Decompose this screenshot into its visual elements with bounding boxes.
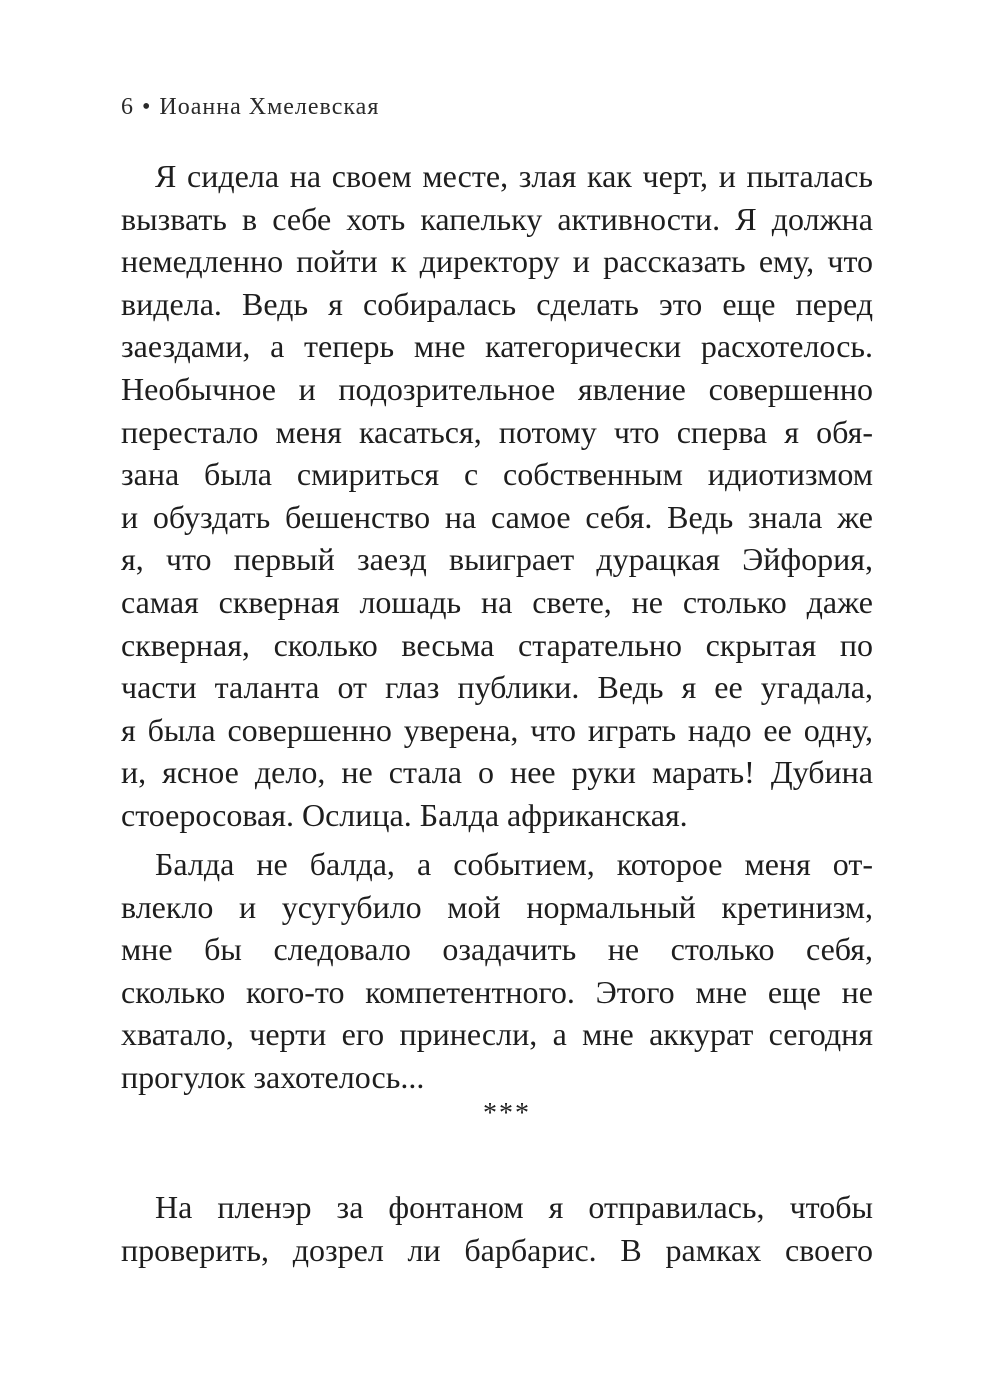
- text-line: и обуздать бешенство на самое себя. Ведь знала же: [121, 498, 873, 535]
- text-line: Необычное и подозрительное явление совершенно: [121, 370, 873, 407]
- text-line: Балда не балда, а событием, которое меня от-: [155, 846, 873, 882]
- section-break: ***: [483, 1098, 531, 1129]
- text-line: я, что первый заезд выиграет дурацкая Эйфория,: [121, 541, 873, 578]
- paragraph-3: [121, 1186, 873, 1271]
- text-line: заездами, а теперь мне категорически расхотелось.: [121, 328, 873, 365]
- text-line: части таланта от глаз публики. Ведь я ее угадала,: [121, 669, 873, 706]
- header-separator: •: [142, 94, 152, 120]
- text-line: сколько кого-то компетентного. Этого мне еще не: [121, 973, 873, 1010]
- text-line: мне бы следовало озадачить не столько себя,: [121, 931, 873, 968]
- text-line: самая скверная лошадь на свете, не столько даже: [121, 583, 873, 620]
- text-line: зана была смириться с собственным идиотизмом: [121, 456, 873, 493]
- text-line: видела. Ведь я собиралась сделать это еще перед: [121, 285, 873, 322]
- text-line: проверить, дозрел ли барбарис. В рамках своего: [121, 1231, 873, 1268]
- author-name: Иоанна Хмелевская: [159, 94, 380, 120]
- text-line: вызвать в себе хоть капельку активности. Я должна: [121, 200, 873, 237]
- text-line: На пленэр за фонтаном я отправилась, чтобы: [155, 1189, 873, 1225]
- text-line: скверная, сколько весьма старательно скрытая по: [121, 626, 873, 663]
- text-line: стоеросовая. Ослица. Балда африканская.: [121, 796, 688, 833]
- text-line: я была совершенно уверена, что играть надо ее одну,: [121, 711, 873, 748]
- text-line: перестало меня касаться, потому что сперва я обя-: [121, 413, 873, 450]
- text-line: хватало, черти его принесли, а мне аккурат сегодня: [121, 1016, 873, 1053]
- paragraph-2: [121, 843, 873, 1099]
- text-line: прогулок захотелось...: [121, 1058, 425, 1095]
- paragraph-1: [121, 155, 873, 837]
- running-head: [121, 92, 379, 122]
- text-line: немедленно пойти к директору и рассказать ему, что: [121, 243, 873, 280]
- page-number: 6: [121, 94, 134, 120]
- text-line: и, ясное дело, не стала о нее руки марать! Дубина: [121, 754, 873, 791]
- text-line: Я сидела на своем месте, злая как черт, и пыталась: [155, 158, 873, 194]
- text-line: влекло и усугубило мой нормальный кретинизм,: [121, 888, 873, 925]
